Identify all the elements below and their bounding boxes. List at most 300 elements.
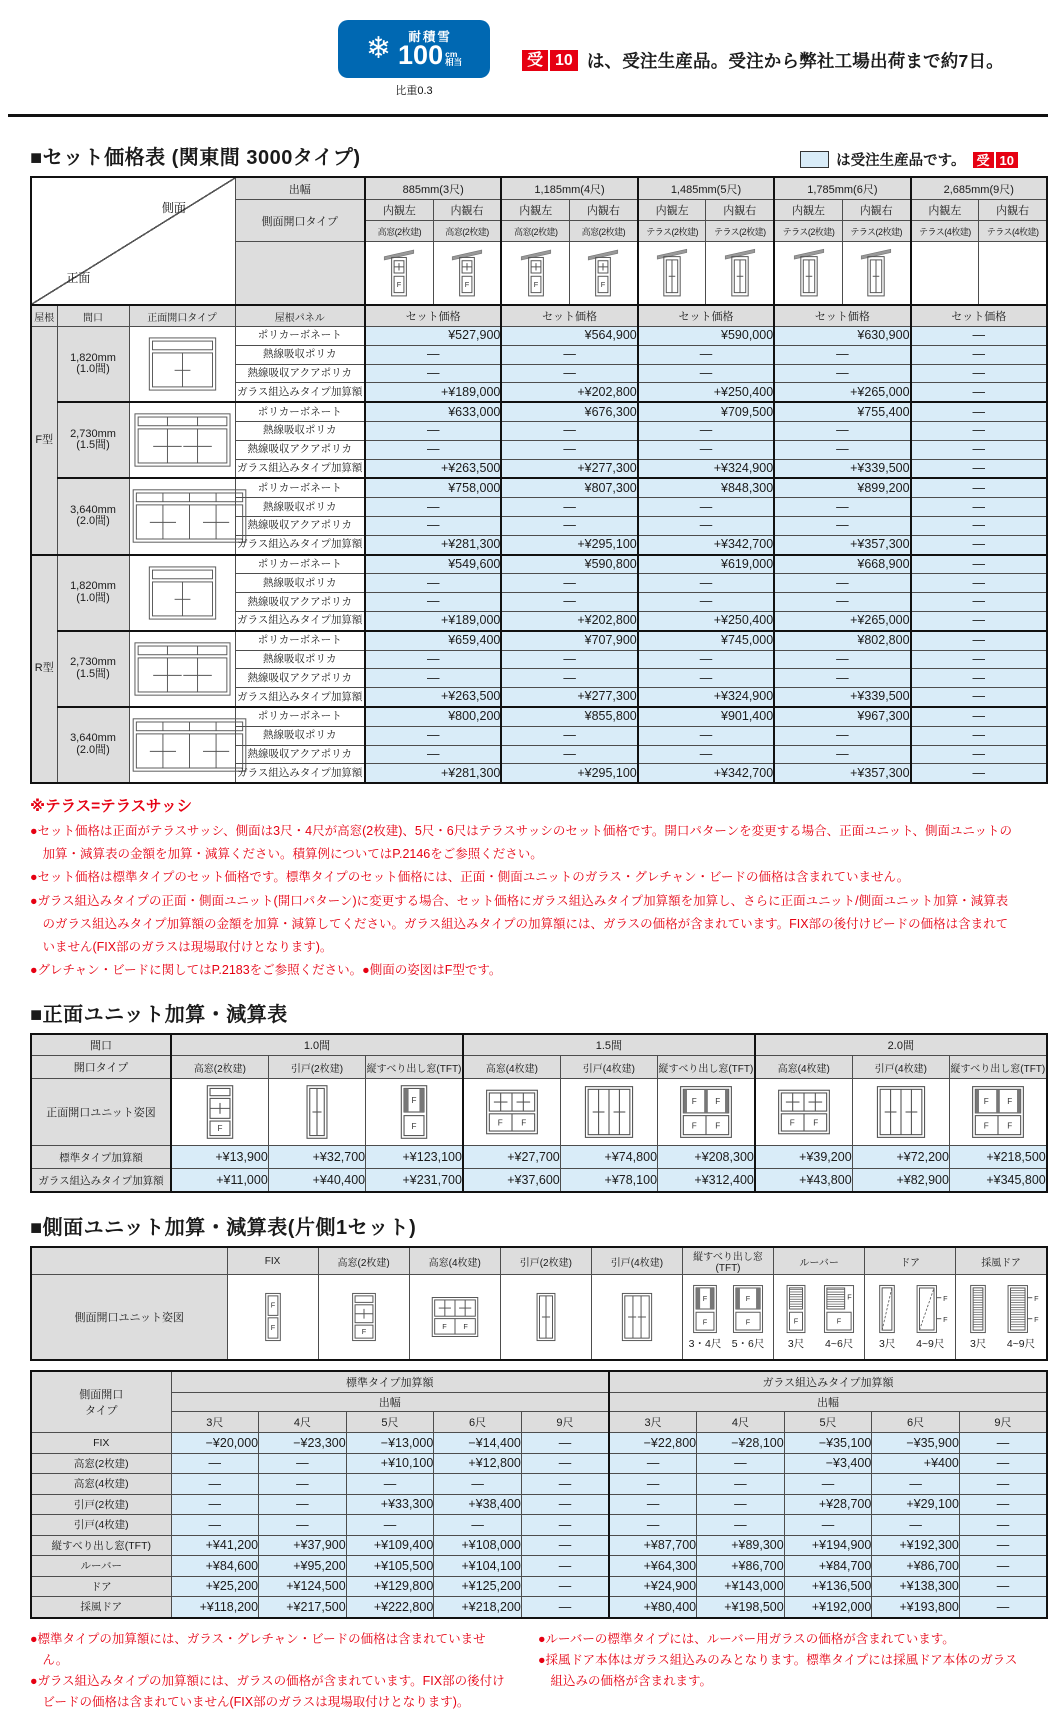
notes-set-price [30,794,1018,982]
opening-type-header: 高窓(4枚建) [755,1056,852,1079]
figure-cell-front-2 [129,478,235,554]
std-add-value-cell: +¥41,200 [171,1535,259,1556]
roof-type-cell: R型 [31,555,57,784]
ken-group-header: 1.0間 [171,1034,463,1056]
glass-add-value-cell: +¥80,400 [609,1597,697,1618]
panel-label-cell: ガラス組込みタイプ加算額 [235,459,365,478]
col-header-width: 1,485mm(5尺) [638,177,774,200]
section-set-price [0,141,1048,784]
glass-add-value-cell: +¥138,300 [872,1576,960,1597]
debuchi-subheader: 出幅 [609,1393,1047,1412]
add-value-cell: +¥78,100 [560,1169,657,1193]
figure-cell-fig-tft-1 [366,1079,463,1146]
glass-add-value-cell: — [697,1474,785,1495]
side-type-header: ルーバー [774,1247,865,1275]
col-header-inner-right: 内観右 [570,200,638,221]
std-add-value-cell: +¥218,200 [434,1597,522,1618]
price-cell: — [501,726,637,745]
svg-text:F: F [270,1323,275,1332]
col-header-width: 1,185mm(4尺) [501,177,637,200]
std-add-value-cell: — [521,1453,609,1474]
panel-label-cell: ガラス組込みタイプ加算額 [235,764,365,783]
side-unit-add-table [30,1370,1048,1619]
price-cell: — [501,516,637,535]
svg-text:F: F [361,1327,366,1337]
price-cell: +¥324,900 [638,688,774,707]
glass-add-value-cell: +¥86,700 [697,1556,785,1577]
std-add-value-cell: — [171,1453,259,1474]
empty-figure-cell [979,242,1047,306]
col-header-set-price: セット価格 [501,305,637,327]
side-terrace-icon [654,246,690,300]
svg-text:F: F [411,1095,417,1105]
note-line: ●標準タイプの加算額には、ガラス・グレチャン・ビードの価格は含まれていません。 [30,1631,486,1667]
side-type-row-label: ルーバー [31,1556,171,1577]
price-cell: — [501,574,637,593]
section-front-unit [0,998,1048,1193]
std-add-value-cell: — [171,1494,259,1515]
svg-text:F: F [397,279,402,289]
fig-louver-3-icon [778,1283,814,1335]
glass-add-value-cell: +¥28,700 [784,1494,872,1515]
price-cell: — [501,593,637,612]
ken-group-header: 2.0間 [755,1034,1047,1056]
fig-wdoor-3-icon [960,1283,996,1335]
price-cell: ¥707,900 [501,631,637,650]
note-line: ●グレチャン・ビードに関してはP.2183をご参照ください。●側面の姿図はF型です。 [30,962,502,977]
add-value-cell: +¥208,300 [658,1146,755,1169]
figure-cell-side-high [501,242,569,306]
maguchi-cell: 1,820mm (1.0間) [57,327,129,403]
panel-label-cell: 熱線吸収ポリカ [235,498,365,517]
row-header-label: 屋根パネル [235,305,365,327]
shaku-header: 3尺 [609,1412,697,1433]
add-value-cell: +¥43,800 [755,1169,852,1193]
price-cell: ¥758,000 [365,478,501,497]
price-cell: +¥295,100 [501,535,637,554]
figure-cell-side-terrace [706,242,774,306]
std-add-value-cell: — [434,1515,522,1536]
side-type-header: 採風ドア [956,1247,1047,1275]
add-value-cell: +¥74,800 [560,1146,657,1169]
snow-badge-unit: cm [445,48,458,59]
glass-add-value-cell: −¥35,900 [872,1433,960,1454]
glass-add-value-cell: — [697,1515,785,1536]
glass-add-value-cell: — [609,1453,697,1474]
section-side-unit [0,1211,1048,1619]
price-cell: — [774,364,910,383]
fig-tft-1-icon [687,1283,723,1335]
price-cell: — [911,669,1047,688]
figure-cell-side-terrace [638,242,706,306]
panel-label-cell: ポリカーボネート [235,707,365,726]
glass-add-value-cell: — [784,1474,872,1495]
row-header-label: 間口 [57,305,129,327]
std-add-value-cell: — [259,1453,347,1474]
maguchi-cell: 2,730mm (1.5間) [57,402,129,478]
col-header-inner-left: 内観左 [365,200,433,221]
glass-add-value-cell: — [959,1494,1047,1515]
price-cell: — [638,421,774,440]
col-header-side-open-type: 側面開口タイプ [235,200,365,242]
price-cell: ¥527,900 [365,327,501,346]
std-add-value-cell: +¥109,400 [346,1535,434,1556]
shaku-header: 6尺 [872,1412,960,1433]
price-cell: ¥899,200 [774,478,910,497]
figure-caption: 4~9尺 [916,1338,945,1350]
price-cell: ¥630,900 [774,327,910,346]
snow-badge-unit-sub: 相当 [445,57,463,68]
panel-label-cell: 熱線吸収ポリカ [235,650,365,669]
svg-text:F: F [793,1316,799,1326]
panel-label-cell: ポリカーボネート [235,402,365,421]
panel-label-cell: ガラス組込みタイプ加算額 [235,535,365,554]
shaku-header: 9尺 [521,1412,609,1433]
section-title-side-unit: ■側面ユニット加算・減算表(片側1セット) [30,1217,417,1239]
fig-high-4-icon [429,1291,481,1343]
glass-add-value-cell: — [959,1474,1047,1495]
side-high-icon [585,246,621,300]
debuchi-subheader: 出幅 [171,1393,609,1412]
figure-cell-fig-slide-2 [268,1079,365,1146]
add-value-cell: +¥40,400 [268,1169,365,1193]
price-cell: ¥745,000 [638,631,774,650]
glass-add-value-cell: −¥35,100 [784,1433,872,1454]
glass-add-value-cell: — [959,1597,1047,1618]
std-add-value-cell: +¥37,900 [259,1535,347,1556]
front-1_5-icon [131,638,234,700]
price-cell: — [774,669,910,688]
price-cell: — [911,440,1047,459]
add-value-cell: +¥345,800 [949,1169,1046,1193]
snow-load-badge [338,20,490,98]
price-cell: — [501,498,637,517]
fig-fix-icon [255,1291,291,1343]
panel-label-cell: 熱線吸収アクアポリカ [235,440,365,459]
fig-high-2-icon [346,1291,382,1343]
price-cell: — [911,574,1047,593]
notes-side-unit [30,1629,1018,1714]
glass-add-value-cell: +¥29,100 [872,1494,960,1515]
std-add-value-cell: — [259,1515,347,1536]
panel-label-cell: 熱線吸収アクアポリカ [235,745,365,764]
panel-label-cell: ガラス組込みタイプ加算額 [235,611,365,630]
shaku-header: 5尺 [784,1412,872,1433]
std-add-value-cell: −¥14,400 [434,1433,522,1454]
glass-add-value-cell: −¥22,800 [609,1433,697,1454]
add-value-cell: +¥32,700 [268,1146,365,1169]
svg-text:F: F [715,1121,721,1131]
glass-add-value-cell: +¥136,500 [784,1576,872,1597]
glass-add-value-cell: — [872,1515,960,1536]
std-add-value-cell: +¥217,500 [259,1597,347,1618]
figure-cell-fig-slide-4 [852,1079,949,1146]
price-cell: +¥339,500 [774,459,910,478]
price-cell: ¥800,200 [365,707,501,726]
std-add-value-cell: −¥20,000 [171,1433,259,1454]
svg-text:F: F [411,1122,417,1132]
figure-cell-fig-tft-2 [658,1079,755,1146]
side-type-header: 縦すべり出し窓(TFT) [682,1247,773,1275]
figure-cell-front-1_5 [129,631,235,707]
price-cell: — [365,726,501,745]
side-open-type-header: 側面開口 タイプ [31,1371,171,1433]
panel-label-cell: ポリカーボネート [235,631,365,650]
glass-add-value-cell: — [959,1453,1047,1474]
svg-text:F: F [463,1322,468,1332]
side-type-row-label: 高窓(4枚建) [31,1474,171,1495]
shaku-header: 5尺 [346,1412,434,1433]
std-add-value-cell: — [521,1494,609,1515]
price-cell: +¥339,500 [774,688,910,707]
side-type-header: 引戸(2枚建) [500,1247,591,1275]
figure-cell-side-high [433,242,501,306]
price-cell: +¥357,300 [774,535,910,554]
maguchi-cell: 3,640mm (2.0間) [57,707,129,783]
price-cell: — [911,345,1047,364]
figure-cell [591,1275,682,1361]
price-cell: ¥802,800 [774,631,910,650]
std-add-value-cell: +¥129,800 [346,1576,434,1597]
col-header-side-type: テラス(4枚建) [911,221,979,242]
std-add-value-cell: — [521,1576,609,1597]
price-cell: ¥755,400 [774,402,910,421]
price-cell: — [911,764,1047,783]
panel-label-cell: 熱線吸収アクアポリカ [235,593,365,612]
side-figure-row-label: 側面開口ユニット姿図 [31,1275,227,1361]
price-cell: — [365,516,501,535]
col-header-side-type: テラス(2枚建) [842,221,910,242]
price-cell: +¥324,900 [638,459,774,478]
figure-cell-fig-high-4 [755,1079,852,1146]
front-figure-row-label: 正面開口ユニット姿図 [31,1079,171,1146]
svg-text:F: F [836,1316,842,1326]
snow-badge-title: 耐積雪 [408,30,452,45]
figure-cell [500,1275,591,1361]
fig-tft-56-icon [727,1283,769,1335]
price-cell: — [365,345,501,364]
price-cell: +¥189,000 [365,611,501,630]
section-title-set-price: ■セット価格表 (関東間 3000タイプ) [30,147,361,169]
price-cell: — [501,669,637,688]
glass-add-value-cell: — [609,1474,697,1495]
col-header-set-price: セット価格 [911,305,1047,327]
price-cell: — [774,726,910,745]
svg-text:F: F [270,1300,275,1310]
std-add-value-cell: +¥105,500 [346,1556,434,1577]
price-cell: — [911,364,1047,383]
std-add-value-cell: — [346,1474,434,1495]
svg-text:F: F [464,279,470,289]
figure-cell-front-2 [129,707,235,783]
svg-text:F: F [789,1118,795,1128]
figure-caption: 3尺 [879,1338,896,1350]
price-cell: +¥281,300 [365,535,501,554]
std-add-value-cell: +¥84,600 [171,1556,259,1577]
side-type-header: 高窓(4枚建) [409,1247,500,1275]
price-cell: ¥709,500 [638,402,774,421]
price-cell: ¥676,300 [501,402,637,421]
figure-cell-front-1 [129,327,235,403]
figure-caption: 3尺 [787,1338,805,1350]
std-add-value-cell: — [434,1474,522,1495]
order-badge: 受 10 [522,50,578,71]
price-cell: — [638,498,774,517]
add-value-cell: +¥231,700 [366,1169,463,1193]
col-header-set-price: セット価格 [365,305,501,327]
col-header-side-type: テラス(4枚建) [979,221,1047,242]
price-cell: — [911,421,1047,440]
price-cell: +¥281,300 [365,764,501,783]
panel-label-cell: 熱線吸収ポリカ [235,574,365,593]
add-group-header: 標準タイプ加算額 [171,1371,609,1393]
price-cell: — [638,669,774,688]
svg-text:F: F [521,1118,527,1128]
price-cell: — [774,421,910,440]
price-cell: ¥855,800 [501,707,637,726]
price-cell: — [774,745,910,764]
price-cell: — [911,650,1047,669]
fig-door-49-icon [909,1283,951,1335]
col-header-inner-right: 内観右 [979,200,1047,221]
panel-label-cell: ガラス組込みタイプ加算額 [235,688,365,707]
figure-cell-fig-tft-2 [949,1079,1046,1146]
price-cell: — [911,631,1047,650]
glass-add-value-cell: — [959,1535,1047,1556]
panel-label-cell: 熱線吸収ポリカ [235,421,365,440]
svg-text:F: F [847,1292,852,1302]
glass-add-value-cell: — [872,1474,960,1495]
specific-gravity-note: 比重0.3 [395,85,433,97]
figure-caption: 4~6尺 [824,1338,854,1350]
fig-wdoor-49-icon [1000,1283,1042,1335]
opening-type-header: 高窓(2枚建) [171,1056,268,1079]
price-cell: ¥549,600 [365,555,501,574]
add-value-cell: +¥72,200 [852,1146,949,1169]
figure-cell [409,1275,500,1361]
figure-cell-side-terrace [842,242,910,306]
price-cell: — [501,745,637,764]
price-cell: +¥342,700 [638,764,774,783]
figure-caption: 5・6尺 [731,1338,765,1350]
std-add-value-cell: — [259,1494,347,1515]
panel-label-cell: ポリカーボネート [235,478,365,497]
glass-add-value-cell: — [959,1433,1047,1454]
std-add-value-cell: — [521,1556,609,1577]
price-cell: ¥619,000 [638,555,774,574]
col-header-width: 885mm(3尺) [365,177,501,200]
figure-cell [682,1275,773,1361]
price-cell: +¥263,500 [365,459,501,478]
glass-add-value-cell: — [609,1494,697,1515]
ken-group-header: 1.5間 [463,1034,755,1056]
fig-door-3-icon [869,1283,905,1335]
std-add-value-cell: — [171,1515,259,1536]
figure-cell [318,1275,409,1361]
row-header-label: 屋根 [31,305,57,327]
price-cell: +¥277,300 [501,688,637,707]
svg-text:F: F [943,1314,948,1324]
side-terrace-icon [858,246,894,300]
note-line: ●ルーバーの標準タイプには、ルーバー用ガラスの価格が含まれています。 [538,1631,955,1646]
note-line: ●セット価格は正面がテラスサッシ、側面は3尺・4尺が高窓(2枚建)、5尺・6尺はテラスサッシのセット価格です。開口パターンを変更する場合、正面ユニット、側面ユニットの加算・減算表の金額を加算・減算ください。積算例についてはP.2146をご参照ください。 [30,824,1013,862]
col-header-inner-right: 内観右 [706,200,774,221]
glass-add-value-cell: — [959,1576,1047,1597]
price-cell: — [501,345,637,364]
panel-label-cell: 熱線吸収ポリカ [235,726,365,745]
side-type-row-label: 引戸(4枚建) [31,1515,171,1536]
price-cell: — [638,650,774,669]
std-add-value-cell: — [521,1515,609,1536]
fig-high-4-icon [483,1083,541,1141]
front-1-icon [143,562,222,624]
price-cell: — [911,707,1047,726]
fig-slide-4n-icon [614,1291,660,1343]
price-cell: ¥590,800 [501,555,637,574]
price-cell: +¥265,000 [774,611,910,630]
price-cell: +¥357,300 [774,764,910,783]
opening-type-header: 縦すべり出し窓(TFT) [658,1056,755,1079]
price-cell: — [501,650,637,669]
snow-badge-value: 100 [398,39,444,70]
glass-add-value-cell: +¥84,700 [784,1556,872,1577]
panel-label-cell: 熱線吸収ポリカ [235,345,365,364]
add-value-cell: +¥82,900 [852,1169,949,1193]
fig-slide-4-icon [580,1083,638,1141]
fig-slide-2-icon [528,1291,564,1343]
price-cell: ¥848,300 [638,478,774,497]
panel-label-cell: 熱線吸収アクアポリカ [235,669,365,688]
figure-cell-fig-high-4 [463,1079,560,1146]
glass-add-value-cell: — [697,1453,785,1474]
price-cell: — [638,574,774,593]
std-add-value-cell: +¥104,100 [434,1556,522,1577]
col-header-side-type: テラス(2枚建) [638,221,706,242]
svg-text:F: F [691,1096,697,1106]
col-header-inner-left: 内観左 [638,200,706,221]
col-header-width: 2,685mm(9尺) [911,177,1047,200]
price-cell: — [774,593,910,612]
figure-caption: 3・4尺 [688,1338,722,1350]
figure-cell-front-1 [129,555,235,631]
fig-louver-46-icon [818,1283,860,1335]
price-cell: — [365,574,501,593]
col-header-set-price: セット価格 [774,305,910,327]
figure-caption: 4~9尺 [1006,1338,1036,1350]
price-cell: ¥633,000 [365,402,501,421]
std-add-value-cell: +¥25,200 [171,1576,259,1597]
price-cell: — [774,345,910,364]
glass-add-value-cell: +¥198,500 [697,1597,785,1618]
price-cell: — [638,345,774,364]
add-value-cell: +¥218,500 [949,1146,1046,1169]
col-header-side-type: 高窓(2枚建) [570,221,638,242]
price-cell: — [911,745,1047,764]
col-header-inner-left: 内観左 [911,200,979,221]
add-value-cell: +¥312,400 [658,1169,755,1193]
price-cell: — [911,593,1047,612]
legend-order-product [800,149,1018,170]
price-cell: — [911,498,1047,517]
side-type-row-label: 縦すべり出し窓(TFT) [31,1535,171,1556]
glass-add-value-cell: +¥400 [872,1453,960,1474]
glass-add-value-cell: — [959,1556,1047,1577]
add-group-header: ガラス組込みタイプ加算額 [609,1371,1047,1393]
fig-tft-2-icon [677,1083,735,1141]
add-value-cell: +¥13,900 [171,1146,268,1169]
price-cell: — [911,402,1047,421]
glass-add-value-cell: +¥192,000 [784,1597,872,1618]
